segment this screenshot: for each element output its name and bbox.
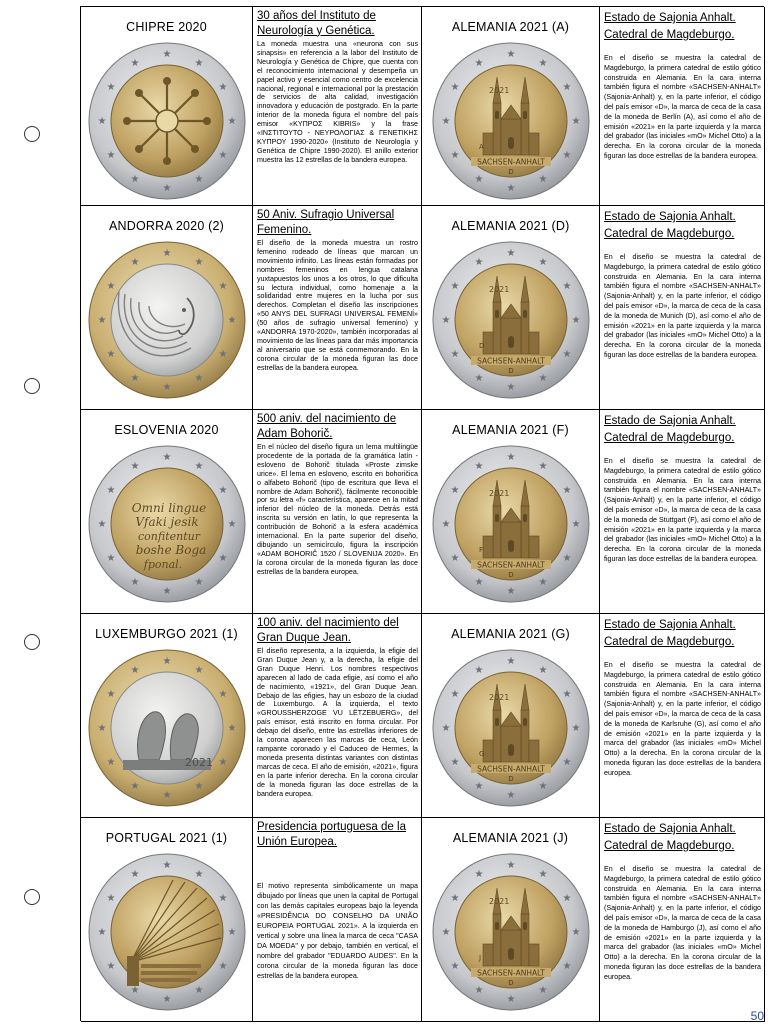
coin-slot-alemania-f	[422, 410, 600, 614]
coin-label: PORTUGAL 2021 (1)	[105, 831, 228, 845]
svg-text:2021: 2021	[184, 756, 213, 769]
coin-slot-portugal	[81, 818, 253, 1022]
svg-text:fponal.: fponal.	[143, 558, 182, 571]
svg-text:D: D	[507, 571, 514, 579]
magdeburg-cathedral-coin-icon	[431, 648, 591, 808]
svg-text:2021: 2021	[488, 897, 509, 906]
magdeburg-cathedral-coin-icon	[431, 41, 591, 201]
page-number: 50	[750, 1009, 764, 1023]
coin-label: CHIPRE 2020	[126, 20, 207, 34]
description-title: 500 aniv. del nacimiento de Adam Bohorič.	[257, 413, 397, 440]
slovenia-bohoric-coin-icon	[87, 444, 247, 604]
coin-slot-andorra	[81, 206, 253, 410]
svg-text:2021: 2021	[488, 489, 509, 498]
svg-text:SACHSEN-ANHALT: SACHSEN-ANHALT	[476, 356, 545, 366]
svg-text:Omni lingue: Omni lingue	[131, 501, 206, 515]
coin-description-andorra	[253, 206, 422, 410]
svg-text:D: D	[507, 979, 514, 987]
description-body: En el diseño se muestra la catedral de Magdeburgo, la primera catedral de estilo gótico construida en Alemania. En la cara interna también figura el nombre «SACHSEN-ANHALT» (Sajonia-Anhalt) y, en la parte inferior, el código del país emisor «D», la marca de ceca de la casa de la moneda de Munich (D), así como el año de emisión «2021» en la parte izquierda y la marca del grabador (las iniciales «mO» Michel Otto) a la derecha. En la corona circular de la moneda figuran las doce estrellas de la bandera europea.	[604, 253, 761, 359]
coin-label: ANDORRA 2020 (2)	[108, 219, 225, 233]
magdeburg-cathedral-coin-icon	[431, 240, 591, 400]
description-title: Estado de Sajonia Anhalt. Catedral de Magdeburgo.	[604, 823, 736, 852]
svg-text:D: D	[507, 367, 514, 375]
coin-description-alemania-g	[600, 614, 765, 818]
coin-slot-luxemburgo	[81, 614, 253, 818]
coin-label: LUXEMBURGO 2021 (1)	[95, 627, 238, 641]
description-body: El motivo representa simbólicamente un mapa dibujado por líneas que unen la capital de Portugal con las demás capitales europeas bajo la leyenda «PRESIDÊNCIA DO CONSELHO DA UNIÃO EUROPEIA PORTUGAL 2021». A la izquierda en vertical y sobre una línea la marca de ceca "CASA DA MOEDA" y por debajo, también en vertical, el nombre del grabador "EDUARDO AUDES". En la corona circular de la moneda figuran las doce estrellas de la bandera europea.	[257, 882, 418, 980]
coin-slot-chipre	[81, 7, 253, 206]
luxembourg-grand-duke-coin-icon	[87, 648, 247, 808]
svg-text:D: D	[507, 168, 514, 176]
description-title: Estado de Sajonia Anhalt. Catedral de Magdeburgo.	[604, 415, 736, 444]
description-body: En el diseño se muestra la catedral de Magdeburgo, la primera catedral de estilo gótico construida en Alemania. En la cara interna también figura el nombre «SACHSEN-ANHALT» (Sajonia-Anhalt) y, en la parte inferior, el código del país emisor «D», la marca de ceca de la casa de la moneda de Berlín (A), así como el año de emisión «2021» en la parte izquierda y la marca del grabador (las iniciales «mO» Michel Otto) a la derecha. En la corona circular de la moneda figuran las doce estrellas de la bandera europea.	[604, 54, 761, 160]
cyprus-neuron-coin-icon	[87, 41, 247, 201]
svg-text:2021: 2021	[488, 693, 509, 702]
description-title: 50 Aniv. Sufragio Universal Femenino.	[257, 209, 395, 236]
description-body: El diseño de la moneda muestra un rostro femenino rodeado de líneas que marcan un movimiento infinito. Las líneas están formadas por nombres femeninos en lengua catalana yuxtapuestos los unos a los otros, lo que dificulta su lectura individual, como homenaje a la solidaridad entre mujeres en la lucha por sus derechos. Completan el diseño las inscripciones «50 ANYS DEL SUFRAGI UNIVERSAL FEMENÍ» (50 años de sufragio universal femenino) y «ANDORRA 1970-2020», también incorporadas al movimiento de las líneas para dar más importancia al aniversario que se está conmemorando. En la corona circular de la moneda figuran las doce estrellas de la bandera europea.	[257, 239, 418, 372]
svg-text:boshe Boga: boshe Boga	[135, 543, 206, 557]
description-title: 100 aniv. del nacimiento del Gran Duque Jean.	[257, 617, 399, 644]
mint-mark: A	[478, 143, 484, 151]
coin-slot-alemania-j	[422, 818, 600, 1022]
binder-hole	[24, 889, 40, 905]
coin-slot-alemania-a	[422, 7, 600, 206]
coin-description-alemania-d	[600, 206, 765, 410]
svg-text:2021: 2021	[488, 285, 509, 294]
description-body: En el núcleo del diseño figura un lema multilingüe procedente de la portada de la gramática latín - esloveno de Bohorič titulada «Proste zimske urice». El lema en esloveno, escrito en bohoričica o alfabeto Bohorič (tipo de escritura que lleva el nombre de Adam Bohorič), fácilmente reconocible por su letra «f» característica, aparece en la mitad inferior del núcleo de la moneda. Detrás está inscrita su versión en latín, lo que representa la contribución de Bohorič a la esfera académica internacional. En la parte superior del diseño, dibujando un semicírculo, figura la inscripción «ADAM BOHORIČ 1520 / SLOVENIJA 2020». En la corona circular de la moneda figuran las doce estrellas de la bandera europea.	[257, 443, 418, 576]
portugal-eu-presidency-coin-icon	[87, 852, 247, 1012]
coin-label: ALEMANIA 2021 (A)	[451, 20, 570, 34]
coin-slot-alemania-d	[422, 206, 600, 410]
magdeburg-cathedral-coin-icon	[431, 444, 591, 604]
description-body: En el diseño se muestra la catedral de Magdeburgo, la primera catedral de estilo gótico construida en Alemania. En la cara interna también figura el nombre «SACHSEN-ANHALT» (Sajonia-Anhalt) y, en la parte inferior, el código del país emisor «D», la marca de ceca de la casa de la moneda de Stuttgart (F), así como el año de emisión «2021» en la parte izquierda y la marca del grabador (las iniciales «mO» Michel Otto) a la derecha. En la corona circular de la moneda figuran las doce estrellas de la bandera europea.	[604, 457, 761, 563]
description-title: Estado de Sajonia Anhalt. Catedral de Magdeburgo.	[604, 211, 736, 240]
svg-text:SACHSEN-ANHALT: SACHSEN-ANHALT	[476, 968, 545, 978]
svg-text:SACHSEN-ANHALT: SACHSEN-ANHALT	[476, 157, 545, 167]
mint-mark: G	[478, 750, 484, 758]
coin-label: ESLOVENIA 2020	[114, 423, 219, 437]
description-body: El diseño representa, a la izquierda, la efigie del Gran Duque Jean y, a la derecha, la efigie del Gran Duque Henri. Los nombres respectivos aparecen al lado de cada efigie, así como el año de nacimiento, «1921», del Gran Duque Jean. Debajo de las efigies, hay un esbozo de la ciudad de Luxemburgo. A la izquierda, el texto «GROUSSHERZOGE VU LËTZEBUERG», del país emisor, está inscrito en forma circular. Por debajo del diseño, entre las estrellas inferiores de la corona aparecen las marcas de ceca, León rampante coronado y el Caduceo de Hermes, la moneda presenta distintas variantes con distintas marcas de ceca. El año de emisión, «2021», figura en la parte inferior derecha. En la corona circular de la moneda figuran las doce estrellas de la bandera europea.	[257, 647, 418, 798]
svg-text:D: D	[507, 775, 514, 783]
coin-slot-alemania-g	[422, 614, 600, 818]
coin-label: ALEMANIA 2021 (G)	[451, 627, 570, 641]
svg-text:2021: 2021	[488, 86, 509, 95]
andorra-suffrage-coin-icon	[87, 240, 247, 400]
mint-mark: F	[478, 546, 483, 554]
svg-text:SACHSEN-ANHALT: SACHSEN-ANHALT	[476, 560, 545, 570]
binder-hole	[24, 634, 40, 650]
description-body: La moneda muestra una «neurona con sus sinapsis» en referencia a la labor del Instituto de Neurología y Genética de Chipre, que cuenta con el reconocimiento internacional y desempeña un papel activo y esencial como centro de excelencia nacional, regional e internacional por la prestación de servicios de alta calidad, investigación innovadora y educación de postgrado. En la parte interior de la moneda figura el nombre del país emisor «ΚΥΠΡΟΣ KIBRIS» y la frase «ΙΝΣΤΙΤΟΥΤΟ - ΝΕΥΡΟΛΟΓΙΑΣ & ΓΕΝΕΤΙΚΗΣ ΚΥΠΡΟΥ 1990-2020» (Instituto de Neurología y Genética de Chipre 1990-2020). El anillo exterior muestra las 12 estrellas de la bandera europea.	[257, 40, 418, 164]
binder-hole	[24, 378, 40, 394]
description-body: En el diseño se muestra la catedral de Magdeburgo, la primera catedral de estilo gótico construida en Alemania. En la cara interna también figura el nombre «SACHSEN-ANHALT» (Sajonia-Anhalt) y, en la parte inferior, el código del país emisor «D», la marca de ceca de la casa de la moneda de Hamburgo (J), así como el año de emisión «2021» en la parte izquierda y la marca del grabador (las iniciales «mO» Michel Otto) a la derecha. En la corona circular de la moneda figuran las doce estrellas de la bandera europea.	[604, 865, 761, 981]
coin-description-alemania-f	[600, 410, 765, 614]
coin-slot-eslovenia	[81, 410, 253, 614]
coin-label: ALEMANIA 2021 (J)	[452, 831, 569, 845]
svg-text:confitentur: confitentur	[137, 530, 200, 543]
coin-description-chipre	[253, 7, 422, 206]
svg-text:SACHSEN-ANHALT: SACHSEN-ANHALT	[476, 764, 545, 774]
coin-description-alemania-a	[600, 7, 765, 206]
coin-description-eslovenia	[253, 410, 422, 614]
coin-label: ALEMANIA 2021 (F)	[452, 423, 569, 437]
coin-label: ALEMANIA 2021 (D)	[451, 219, 570, 233]
description-title: Estado de Sajonia Anhalt. Catedral de Magdeburgo.	[604, 619, 736, 648]
binder-holes	[0, 0, 80, 1024]
coin-catalog-grid	[80, 6, 764, 1021]
coin-description-alemania-j	[600, 818, 765, 1022]
coin-description-luxemburgo	[253, 614, 422, 818]
coin-description-portugal	[253, 818, 422, 1022]
svg-text:Vfaki jesik: Vfaki jesik	[134, 515, 199, 529]
description-title: 30 años del Instituto de Neurología y Genética.	[257, 10, 376, 37]
description-title: Estado de Sajonia Anhalt. Catedral de Magdeburgo.	[604, 12, 736, 41]
magdeburg-cathedral-coin-icon	[431, 852, 591, 1012]
mint-mark: D	[478, 342, 484, 350]
binder-hole	[24, 126, 40, 142]
description-body: En el diseño se muestra la catedral de Magdeburgo, la primera catedral de estilo gótico construida en Alemania. En la cara interna también figura el nombre «SACHSEN-ANHALT» (Sajonia-Anhalt) y, en la parte inferior, el código del país emisor «D», la marca de ceca de la casa de la moneda de Karlsruhe (G), así como el año de emisión «2021» en la parte izquierda y la marca del grabador (las iniciales «mO» Michel Otto) a la derecha. En la corona circular de la moneda figuran las doce estrellas de la bandera europea.	[604, 661, 761, 777]
mint-mark: J	[478, 954, 481, 962]
description-title: Presidencia portuguesa de la Unión Europea.	[257, 821, 406, 848]
